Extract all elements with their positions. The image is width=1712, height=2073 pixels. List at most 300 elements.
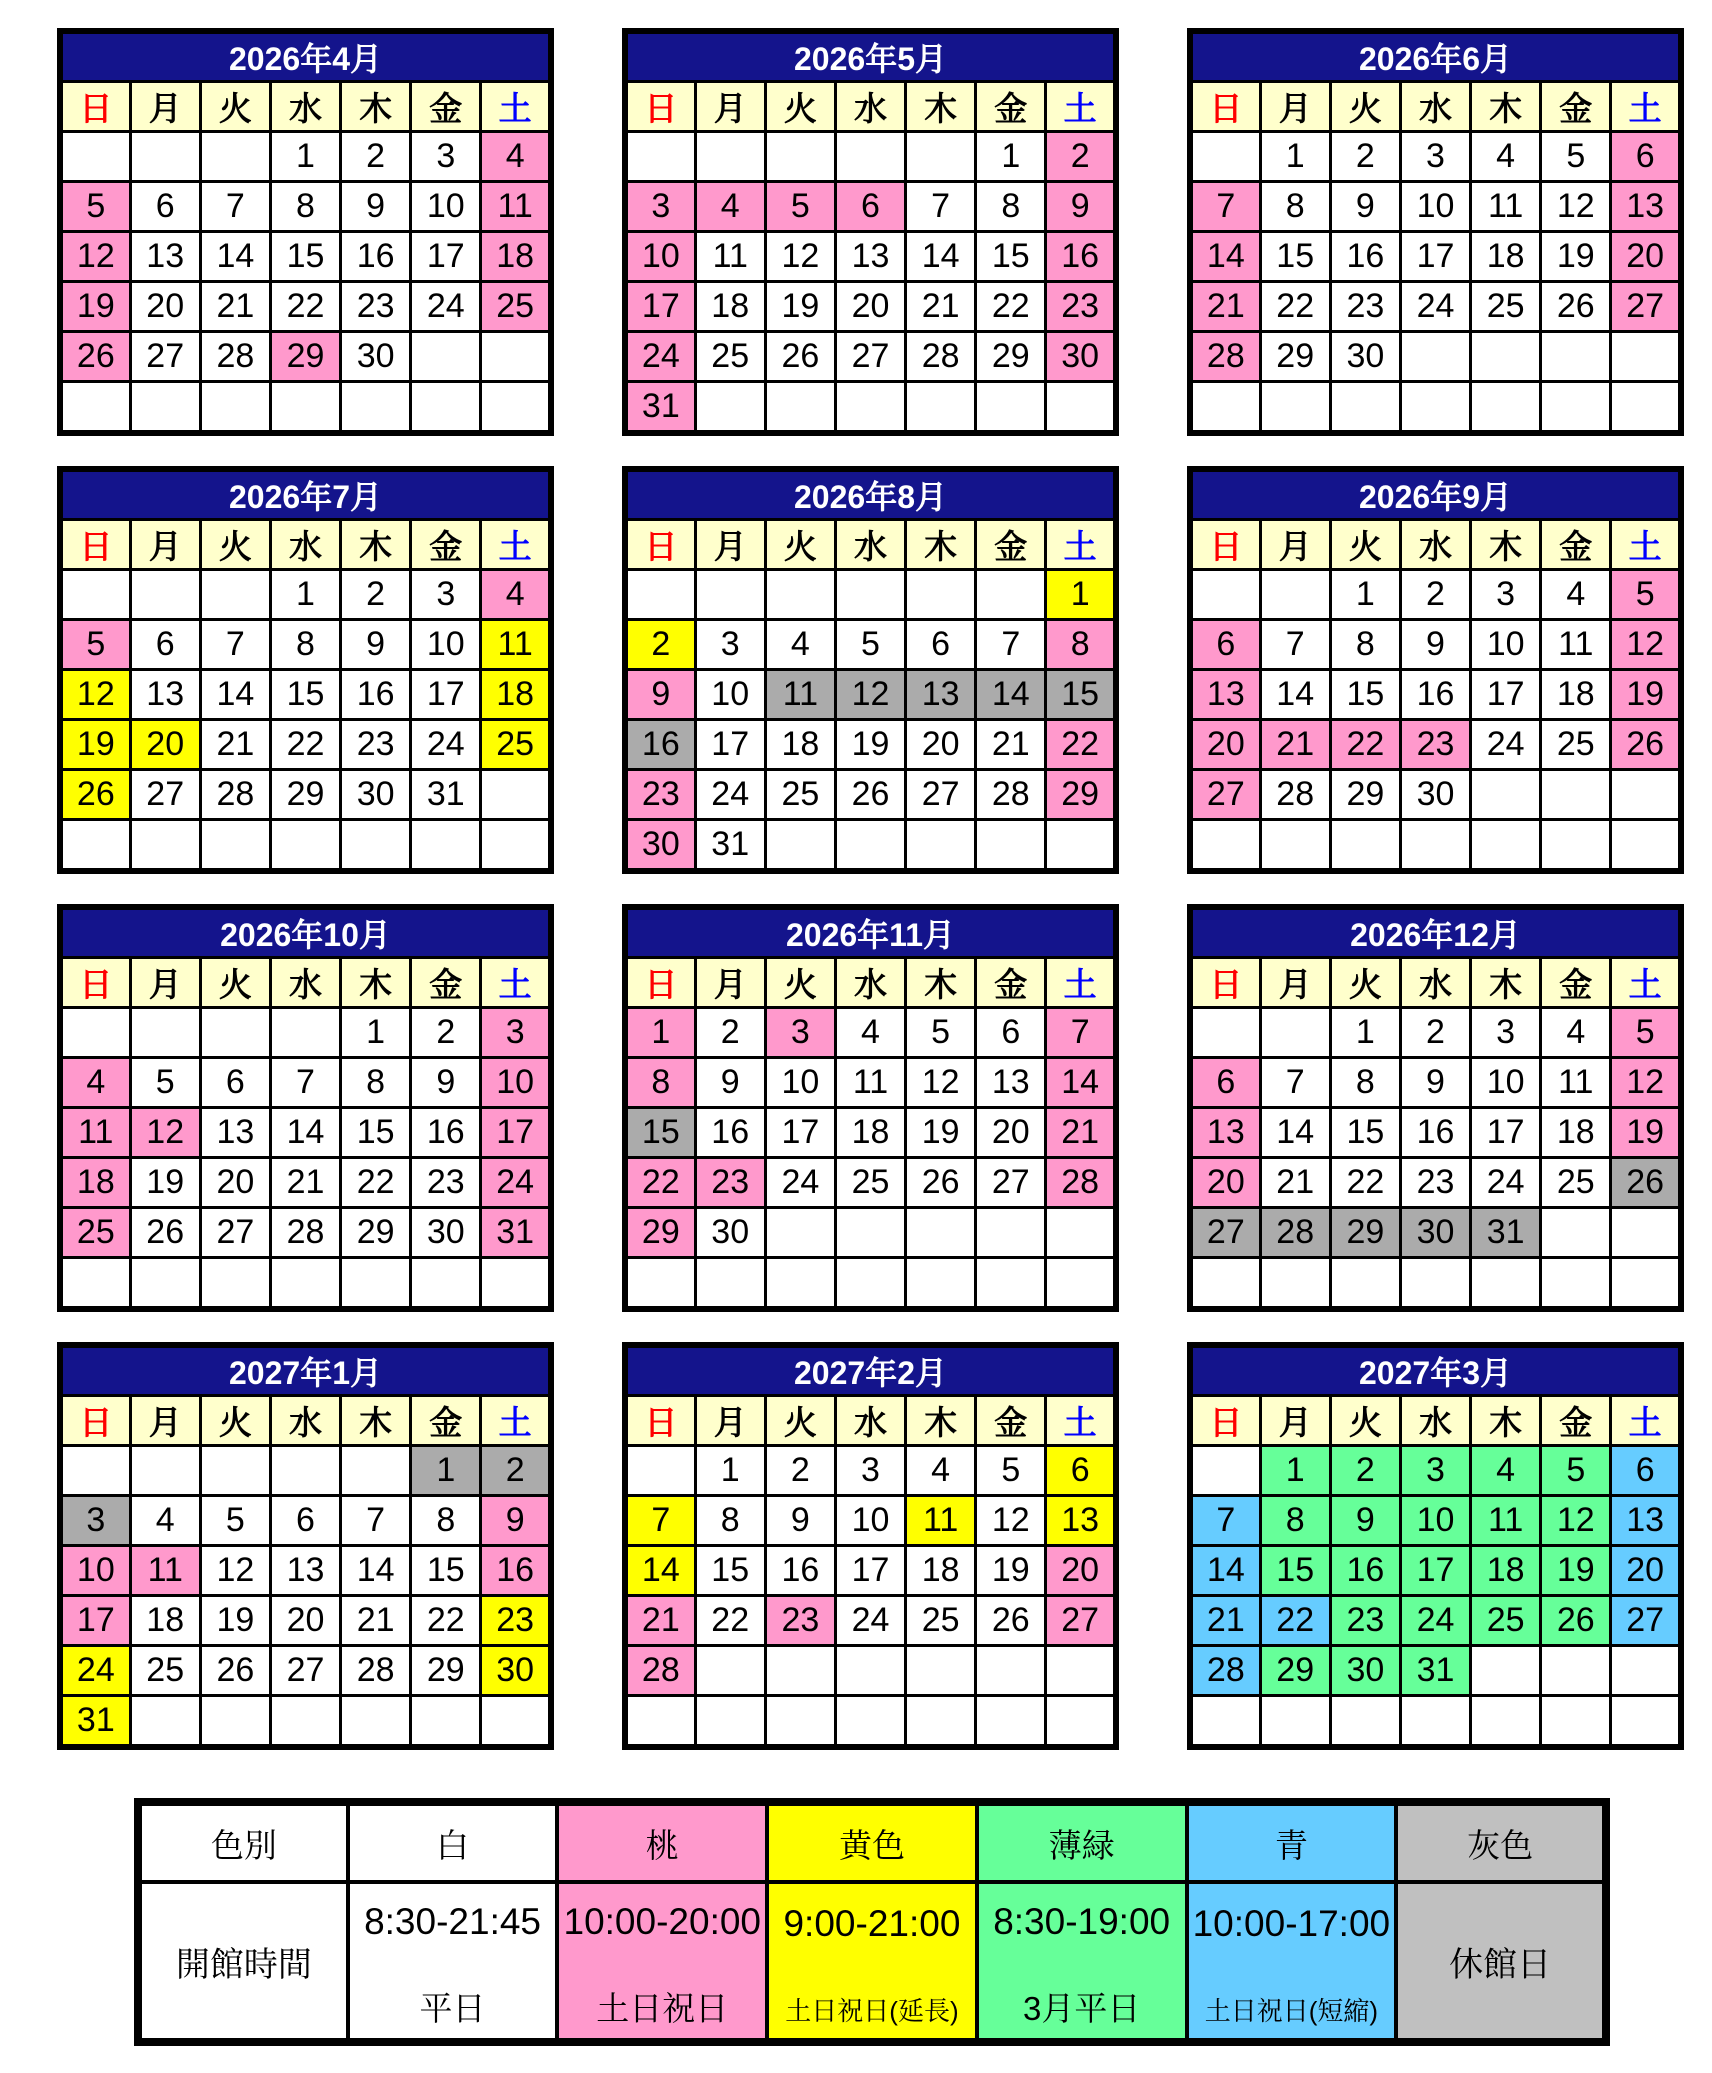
- weekday-header-5: 金: [411, 520, 481, 570]
- day-cell: 23: [1400, 1158, 1470, 1208]
- day-cell: 21: [200, 282, 270, 332]
- day-cell: 19: [60, 720, 130, 770]
- day-cell: 5: [130, 1058, 200, 1108]
- day-cell: 10: [1471, 1058, 1541, 1108]
- day-cell: 20: [130, 720, 200, 770]
- weekday-header-2: 火: [1330, 1396, 1400, 1446]
- day-cell: [906, 382, 976, 434]
- day-cell: 8: [1330, 620, 1400, 670]
- hours-white-time: 8:30-21:45: [364, 1901, 542, 1942]
- legend-header-green: 薄緑: [977, 1802, 1187, 1882]
- day-cell: 9: [341, 182, 411, 232]
- day-cell: 26: [60, 770, 130, 820]
- day-cell: 13: [270, 1546, 340, 1596]
- day-cell: 25: [695, 332, 765, 382]
- day-cell: 7: [1260, 1058, 1330, 1108]
- day-cell: [1471, 382, 1541, 434]
- weekday-header-5: 金: [1541, 958, 1611, 1008]
- day-cell: 29: [411, 1646, 481, 1696]
- day-cell: 7: [200, 182, 270, 232]
- day-cell: 31: [60, 1696, 130, 1748]
- day-cell: [200, 132, 270, 182]
- weekday-header-3: 水: [1400, 82, 1470, 132]
- day-cell: 23: [341, 282, 411, 332]
- day-cell: 24: [765, 1158, 835, 1208]
- day-cell: 6: [270, 1496, 340, 1546]
- day-cell: 15: [270, 232, 340, 282]
- day-cell: 24: [835, 1596, 905, 1646]
- hours-green-label: 3月平日: [1022, 1990, 1141, 2027]
- weekday-header-3: 水: [1400, 1396, 1470, 1446]
- day-cell: 28: [1190, 1646, 1260, 1696]
- day-cell: 17: [765, 1108, 835, 1158]
- day-cell: [1611, 1696, 1681, 1748]
- weekday-header-6: 土: [1611, 1396, 1681, 1446]
- legend-header-white: 白: [348, 1802, 558, 1882]
- day-cell: 12: [1611, 620, 1681, 670]
- weekday-header-5: 金: [1541, 82, 1611, 132]
- day-cell: 27: [130, 332, 200, 382]
- day-cell: 17: [60, 1596, 130, 1646]
- day-cell: 30: [625, 820, 695, 872]
- weekday-header-6: 土: [481, 520, 551, 570]
- day-cell: 11: [481, 620, 551, 670]
- day-cell: 9: [1330, 1496, 1400, 1546]
- weekday-header-2: 火: [1330, 520, 1400, 570]
- day-cell: [1541, 332, 1611, 382]
- day-cell: [1400, 382, 1470, 434]
- day-cell: 23: [695, 1158, 765, 1208]
- day-cell: [695, 1258, 765, 1310]
- day-cell: 19: [765, 282, 835, 332]
- day-cell: 27: [130, 770, 200, 820]
- day-cell: 12: [200, 1546, 270, 1596]
- day-cell: [1541, 1696, 1611, 1748]
- day-cell: [270, 1258, 340, 1310]
- day-cell: 6: [200, 1058, 270, 1108]
- day-cell: 9: [695, 1058, 765, 1108]
- day-cell: 30: [1400, 1208, 1470, 1258]
- day-cell: 22: [270, 720, 340, 770]
- day-cell: 1: [341, 1008, 411, 1058]
- day-cell: 18: [835, 1108, 905, 1158]
- calendar-month-1: [57, 28, 554, 436]
- day-cell: 12: [1541, 1496, 1611, 1546]
- hours-pink-label: 土日祝日: [596, 1990, 729, 2027]
- weekday-header-0: 日: [1190, 520, 1260, 570]
- day-cell: [1541, 820, 1611, 872]
- day-cell: 11: [765, 670, 835, 720]
- day-cell: 3: [1400, 1446, 1470, 1496]
- day-cell: 17: [835, 1546, 905, 1596]
- day-cell: 22: [625, 1158, 695, 1208]
- day-cell: 14: [341, 1546, 411, 1596]
- day-cell: [270, 820, 340, 872]
- weekday-header-2: 火: [765, 958, 835, 1008]
- day-cell: 25: [130, 1646, 200, 1696]
- day-cell: [1190, 1696, 1260, 1748]
- day-cell: [270, 1696, 340, 1748]
- day-cell: 2: [1400, 570, 1470, 620]
- weekday-header-0: 日: [625, 1396, 695, 1446]
- day-cell: 14: [625, 1546, 695, 1596]
- day-cell: [1611, 1646, 1681, 1696]
- day-cell: [906, 1258, 976, 1310]
- day-cell: 12: [60, 232, 130, 282]
- day-cell: 8: [270, 182, 340, 232]
- day-cell: 2: [1330, 132, 1400, 182]
- day-cell: 2: [411, 1008, 481, 1058]
- day-cell: [60, 820, 130, 872]
- day-cell: 12: [130, 1108, 200, 1158]
- day-cell: 15: [341, 1108, 411, 1158]
- day-cell: 3: [1471, 570, 1541, 620]
- day-cell: [1400, 820, 1470, 872]
- day-cell: 6: [1190, 620, 1260, 670]
- weekday-header-5: 金: [1541, 520, 1611, 570]
- day-cell: 26: [60, 332, 130, 382]
- day-cell: 28: [200, 770, 270, 820]
- weekday-header-6: 土: [1046, 958, 1116, 1008]
- weekday-header-6: 土: [1046, 520, 1116, 570]
- day-cell: 13: [130, 232, 200, 282]
- month-title: 2026年6月: [1190, 31, 1681, 82]
- day-cell: 18: [130, 1596, 200, 1646]
- day-cell: [1611, 332, 1681, 382]
- day-cell: 19: [1541, 1546, 1611, 1596]
- day-cell: 19: [835, 720, 905, 770]
- legend-cell-yellow: [767, 1882, 977, 2042]
- day-cell: 14: [976, 670, 1046, 720]
- day-cell: 26: [765, 332, 835, 382]
- calendar-month-11: [622, 1342, 1119, 1750]
- day-cell: 20: [1190, 720, 1260, 770]
- day-cell: [765, 1696, 835, 1748]
- day-cell: 19: [130, 1158, 200, 1208]
- day-cell: 4: [906, 1446, 976, 1496]
- day-cell: 21: [1190, 282, 1260, 332]
- day-cell: 16: [765, 1546, 835, 1596]
- day-cell: [270, 1446, 340, 1496]
- day-cell: 5: [1541, 132, 1611, 182]
- day-cell: 10: [411, 620, 481, 670]
- weekday-header-4: 木: [1471, 82, 1541, 132]
- day-cell: 2: [341, 132, 411, 182]
- day-cell: 25: [1541, 1158, 1611, 1208]
- day-cell: 9: [1046, 182, 1116, 232]
- day-cell: 30: [481, 1646, 551, 1696]
- day-cell: 10: [60, 1546, 130, 1596]
- weekday-header-5: 金: [411, 958, 481, 1008]
- day-cell: 12: [765, 232, 835, 282]
- day-cell: 16: [1400, 1108, 1470, 1158]
- weekday-header-4: 木: [341, 958, 411, 1008]
- weekday-header-0: 日: [625, 520, 695, 570]
- weekday-header-0: 日: [1190, 82, 1260, 132]
- day-cell: 3: [765, 1008, 835, 1058]
- day-cell: 2: [1330, 1446, 1400, 1496]
- day-cell: 20: [1611, 232, 1681, 282]
- day-cell: 17: [1400, 1546, 1470, 1596]
- day-cell: 28: [1260, 770, 1330, 820]
- day-cell: 31: [625, 382, 695, 434]
- weekday-header-4: 木: [341, 82, 411, 132]
- day-cell: 13: [1190, 670, 1260, 720]
- day-cell: 15: [1330, 670, 1400, 720]
- weekday-header-1: 月: [1260, 82, 1330, 132]
- month-title: 2027年2月: [625, 1345, 1116, 1396]
- day-cell: [200, 1258, 270, 1310]
- month-title: 2026年8月: [625, 469, 1116, 520]
- day-cell: 19: [200, 1596, 270, 1646]
- day-cell: 4: [1541, 1008, 1611, 1058]
- day-cell: 25: [481, 720, 551, 770]
- day-cell: 11: [481, 182, 551, 232]
- day-cell: [625, 132, 695, 182]
- day-cell: 18: [906, 1546, 976, 1596]
- day-cell: 29: [976, 332, 1046, 382]
- day-cell: [481, 332, 551, 382]
- day-cell: [976, 570, 1046, 620]
- day-cell: [906, 1646, 976, 1696]
- weekday-header-6: 土: [1611, 520, 1681, 570]
- day-cell: 8: [625, 1058, 695, 1108]
- weekday-header-2: 火: [200, 82, 270, 132]
- weekday-header-1: 月: [695, 520, 765, 570]
- day-cell: 17: [411, 670, 481, 720]
- weekday-header-3: 水: [835, 1396, 905, 1446]
- weekday-header-4: 木: [906, 82, 976, 132]
- day-cell: 25: [765, 770, 835, 820]
- day-cell: 12: [906, 1058, 976, 1108]
- calendar-month-8: [622, 904, 1119, 1312]
- day-cell: 27: [200, 1208, 270, 1258]
- hours-white-label: 平日: [419, 1990, 486, 2027]
- day-cell: 14: [1190, 1546, 1260, 1596]
- day-cell: 11: [1471, 182, 1541, 232]
- weekday-header-4: 木: [1471, 958, 1541, 1008]
- day-cell: [1190, 382, 1260, 434]
- calendar-month-7: [57, 904, 554, 1312]
- day-cell: 22: [411, 1596, 481, 1646]
- day-cell: 11: [1471, 1496, 1541, 1546]
- day-cell: 27: [1190, 1208, 1260, 1258]
- weekday-header-1: 月: [130, 958, 200, 1008]
- day-cell: 24: [625, 332, 695, 382]
- day-cell: 3: [835, 1446, 905, 1496]
- day-cell: [1611, 382, 1681, 434]
- weekday-header-4: 木: [1471, 520, 1541, 570]
- day-cell: 1: [1330, 570, 1400, 620]
- day-cell: [60, 382, 130, 434]
- weekday-header-6: 土: [1046, 1396, 1116, 1446]
- day-cell: [1471, 1696, 1541, 1748]
- day-cell: 10: [835, 1496, 905, 1546]
- day-cell: 17: [695, 720, 765, 770]
- weekday-header-4: 木: [906, 1396, 976, 1446]
- day-cell: 14: [200, 670, 270, 720]
- day-cell: [130, 570, 200, 620]
- day-cell: 29: [1260, 1646, 1330, 1696]
- day-cell: 23: [411, 1158, 481, 1208]
- day-cell: [976, 1258, 1046, 1310]
- day-cell: [200, 570, 270, 620]
- day-cell: [130, 1258, 200, 1310]
- day-cell: 19: [60, 282, 130, 332]
- weekday-header-3: 水: [835, 520, 905, 570]
- day-cell: 18: [765, 720, 835, 770]
- calendar-month-3: [1187, 28, 1684, 436]
- day-cell: 21: [200, 720, 270, 770]
- day-cell: 28: [1260, 1208, 1330, 1258]
- day-cell: [976, 820, 1046, 872]
- day-cell: 29: [1260, 332, 1330, 382]
- day-cell: 27: [1046, 1596, 1116, 1646]
- day-cell: [625, 1446, 695, 1496]
- day-cell: 16: [625, 720, 695, 770]
- day-cell: 26: [976, 1596, 1046, 1646]
- day-cell: [1190, 820, 1260, 872]
- day-cell: 4: [1471, 1446, 1541, 1496]
- day-cell: [695, 1646, 765, 1696]
- weekday-header-5: 金: [976, 958, 1046, 1008]
- weekday-header-2: 火: [1330, 82, 1400, 132]
- day-cell: 9: [765, 1496, 835, 1546]
- calendar-month-6: [1187, 466, 1684, 874]
- day-cell: [411, 382, 481, 434]
- day-cell: [835, 570, 905, 620]
- day-cell: [1400, 332, 1470, 382]
- day-cell: 23: [481, 1596, 551, 1646]
- day-cell: 24: [1471, 1158, 1541, 1208]
- day-cell: [695, 1696, 765, 1748]
- month-title: 2026年5月: [625, 31, 1116, 82]
- day-cell: [481, 382, 551, 434]
- day-cell: 3: [1471, 1008, 1541, 1058]
- weekday-header-3: 水: [270, 82, 340, 132]
- day-cell: 24: [1400, 282, 1470, 332]
- day-cell: 13: [200, 1108, 270, 1158]
- day-cell: 1: [1260, 132, 1330, 182]
- day-cell: 23: [765, 1596, 835, 1646]
- weekday-header-5: 金: [976, 1396, 1046, 1446]
- day-cell: 30: [1046, 332, 1116, 382]
- day-cell: 7: [1190, 182, 1260, 232]
- hours-blue-label: 土日祝日(短縮): [1204, 1995, 1379, 2026]
- legend-header-category: 色別: [138, 1802, 348, 1882]
- calendar-month-9: [1187, 904, 1684, 1312]
- day-cell: 21: [1260, 1158, 1330, 1208]
- day-cell: 8: [976, 182, 1046, 232]
- weekday-header-4: 木: [906, 520, 976, 570]
- day-cell: 24: [60, 1646, 130, 1696]
- day-cell: [200, 1446, 270, 1496]
- day-cell: 31: [481, 1208, 551, 1258]
- day-cell: 8: [411, 1496, 481, 1546]
- day-cell: 11: [1541, 1058, 1611, 1108]
- day-cell: [976, 1208, 1046, 1258]
- day-cell: 21: [906, 282, 976, 332]
- day-cell: 2: [625, 620, 695, 670]
- weekday-header-1: 月: [695, 958, 765, 1008]
- day-cell: [1400, 1696, 1470, 1748]
- day-cell: [1611, 1258, 1681, 1310]
- day-cell: 3: [695, 620, 765, 670]
- day-cell: 18: [1541, 1108, 1611, 1158]
- day-cell: 14: [1260, 1108, 1330, 1158]
- day-cell: 5: [976, 1446, 1046, 1496]
- legend-cell-pink: [557, 1882, 767, 2042]
- day-cell: 19: [976, 1546, 1046, 1596]
- day-cell: 18: [1471, 1546, 1541, 1596]
- day-cell: 14: [200, 232, 270, 282]
- day-cell: 16: [411, 1108, 481, 1158]
- hours-yellow-label: 土日祝日(延長): [785, 1995, 959, 2026]
- day-cell: 25: [1471, 1596, 1541, 1646]
- day-cell: 25: [60, 1208, 130, 1258]
- day-cell: 22: [341, 1158, 411, 1208]
- hours-green-time: 8:30-19:00: [993, 1901, 1171, 1942]
- weekday-header-6: 土: [1046, 82, 1116, 132]
- day-cell: [130, 1446, 200, 1496]
- weekday-header-3: 水: [1400, 958, 1470, 1008]
- weekday-header-0: 日: [625, 82, 695, 132]
- day-cell: 15: [270, 670, 340, 720]
- day-cell: 10: [1471, 620, 1541, 670]
- day-cell: 7: [625, 1496, 695, 1546]
- day-cell: 11: [60, 1108, 130, 1158]
- month-title: 2026年12月: [1190, 907, 1681, 958]
- day-cell: 5: [1541, 1446, 1611, 1496]
- hours-yellow-time: 9:00-21:00: [783, 1902, 961, 1944]
- day-cell: [1260, 1008, 1330, 1058]
- day-cell: 10: [1400, 182, 1470, 232]
- day-cell: 16: [341, 670, 411, 720]
- day-cell: [906, 1696, 976, 1748]
- day-cell: 13: [1190, 1108, 1260, 1158]
- day-cell: [1260, 1696, 1330, 1748]
- day-cell: 15: [976, 232, 1046, 282]
- legend-cell-gray: [1396, 1882, 1606, 2042]
- day-cell: 29: [1330, 770, 1400, 820]
- day-cell: [1471, 1258, 1541, 1310]
- weekday-header-1: 月: [695, 82, 765, 132]
- month-title: 2026年9月: [1190, 469, 1681, 520]
- legend-cell-blue: [1187, 1882, 1397, 2042]
- day-cell: 29: [625, 1208, 695, 1258]
- weekday-header-1: 月: [130, 82, 200, 132]
- day-cell: [1046, 1646, 1116, 1696]
- day-cell: 16: [1046, 232, 1116, 282]
- weekday-header-4: 木: [1471, 1396, 1541, 1446]
- hours-gray-label: 休館日: [1449, 1945, 1552, 1984]
- day-cell: 20: [1046, 1546, 1116, 1596]
- day-cell: 12: [1541, 182, 1611, 232]
- day-cell: 20: [270, 1596, 340, 1646]
- day-cell: [625, 1696, 695, 1748]
- day-cell: 21: [1260, 720, 1330, 770]
- day-cell: 9: [1330, 182, 1400, 232]
- day-cell: 26: [1611, 1158, 1681, 1208]
- day-cell: [765, 382, 835, 434]
- day-cell: [1190, 1008, 1260, 1058]
- day-cell: [1190, 132, 1260, 182]
- day-cell: 23: [1330, 282, 1400, 332]
- day-cell: 18: [695, 282, 765, 332]
- day-cell: 13: [1046, 1496, 1116, 1546]
- day-cell: 12: [60, 670, 130, 720]
- day-cell: 23: [625, 770, 695, 820]
